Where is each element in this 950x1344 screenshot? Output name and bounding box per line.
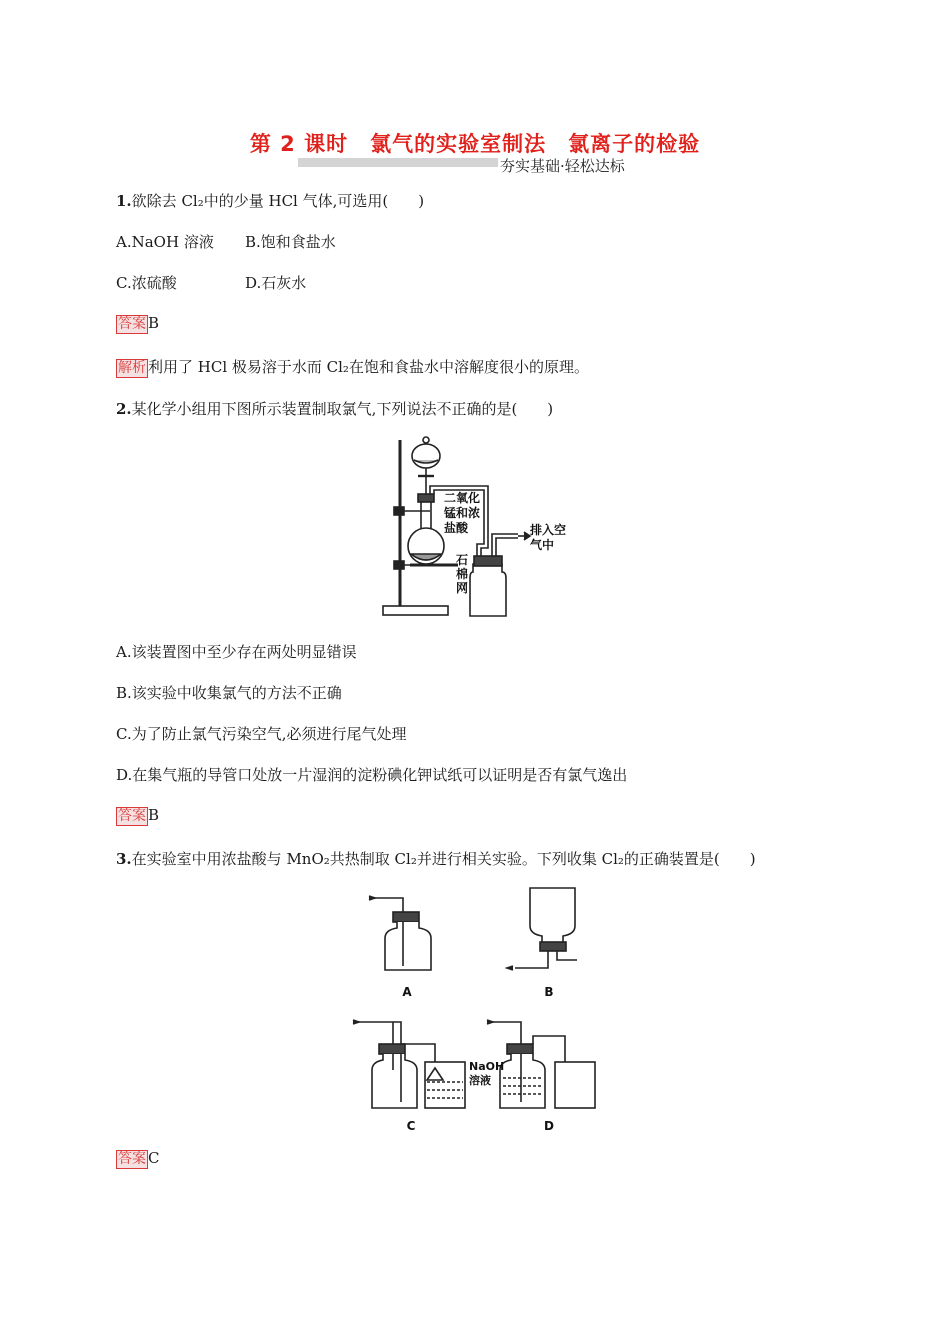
label-gauze-2: 棉: [456, 567, 469, 581]
q2-option-b: B.该实验中收集氯气的方法不正确: [116, 684, 342, 702]
q3-number: 3.: [116, 850, 132, 868]
q1-answer-value: B: [148, 314, 160, 332]
label-exhaust-2: 气中: [530, 538, 555, 552]
q2-answer-value: B: [148, 806, 160, 824]
page-title: 第 2 课时 氯气的实验室制法 氯离子的检验: [249, 132, 701, 156]
q1-answer: [116, 314, 159, 334]
q2-option-d: D.在集气瓶的导管口处放一片湿润的淀粉碘化钾试纸可以证明是否有氯气逸出: [116, 766, 628, 784]
chlorine-apparatus-figure: [378, 428, 608, 620]
label-b: B: [544, 985, 554, 999]
q2-stem: [116, 398, 553, 419]
q1-analysis: [116, 356, 589, 378]
q1-option-d: D.石灰水: [245, 274, 307, 292]
q1-option-a: A.NaOH 溶液: [116, 233, 214, 251]
label-naoh-1: NaOH: [469, 1060, 505, 1073]
answer-tag: 答案: [118, 808, 146, 824]
q1-option-c: C.浓硫酸: [116, 274, 177, 292]
label-exhaust-1: 排入空: [530, 523, 567, 537]
q2-number: 2.: [116, 400, 132, 418]
q3-answer-value: C: [148, 1149, 160, 1167]
label-gauze-3: 网: [456, 581, 469, 595]
label-a: A: [402, 985, 412, 999]
label-reagent-1: 二氧化: [444, 491, 481, 505]
answer-tag: 答案: [118, 1151, 146, 1167]
q1-stem: [116, 190, 424, 211]
label-gauze-1: 石: [456, 553, 469, 567]
q2-answer: [116, 806, 159, 826]
section-subtitle: 夯实基础·轻松达标: [500, 157, 625, 175]
q2-option-a: A.该装置图中至少存在两处明显错误: [116, 643, 357, 661]
label-reagent-3: 盐酸: [444, 521, 469, 535]
q1-number: 1.: [116, 192, 132, 210]
label-reagent-2: 锰和浓: [444, 506, 481, 520]
q2-stem-text: 某化学小组用下图所示装置制取氯气,下列说法不正确的是( ): [131, 400, 554, 418]
subtitle-band: [298, 158, 498, 167]
analysis-tag: 解析: [118, 360, 146, 376]
q3-answer: [116, 1149, 159, 1169]
q1-stem-text: 欲除去 Cl₂中的少量 HCl 气体,可选用( ): [131, 192, 425, 210]
q2-option-c: C.为了防止氯气污染空气,必须进行尾气处理: [116, 725, 407, 743]
answer-tag: 答案: [118, 316, 146, 332]
label-naoh-2: 溶液: [469, 1074, 491, 1087]
label-c: C: [406, 1119, 416, 1133]
label-d: D: [544, 1119, 554, 1133]
q1-analysis-text: 利用了 HCl 极易溶于水而 Cl₂在饱和食盐水中溶解度很小的原理。: [148, 358, 589, 376]
q1-option-b: B.饱和食盐水: [245, 233, 336, 251]
collection-apparatus-figure: [345, 880, 605, 1140]
q3-stem: [116, 848, 756, 869]
q3-stem-text: 在实验室中用浓盐酸与 MnO₂共热制取 Cl₂并进行相关实验。下列收集 Cl₂的正确装置是( ): [131, 850, 756, 868]
